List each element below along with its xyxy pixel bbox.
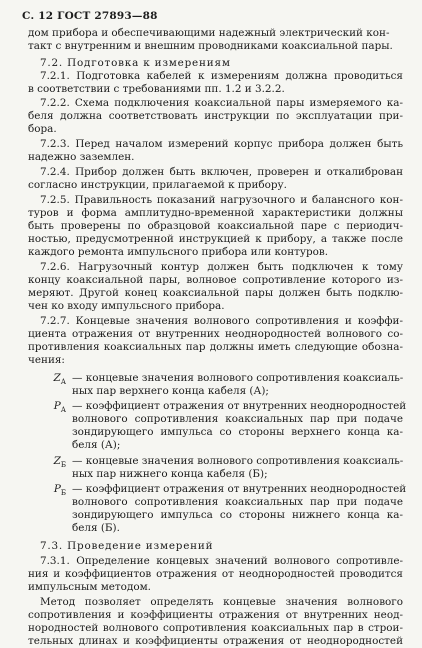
definition-line: зондирующего импульса со стороны нижнего конца ка-: [72, 509, 403, 521]
text-line: 7.2.1. Подготовка кабелей к измерениям должна проводиться: [40, 70, 403, 82]
definition-line: ных пар нижнего конца кабеля (Б);: [72, 468, 268, 480]
definition-line: беля (А);: [72, 439, 121, 451]
definition-line: — концевые значения волнового сопротивления коаксиаль-: [72, 455, 404, 467]
text-line: 7.2.2. Схема подключения коаксиальной пары измеряемого ка-: [40, 97, 403, 109]
text-line: такт с внутренним и внешним проводниками коаксиальной пары.: [28, 40, 393, 52]
definition-line: зондирующего импульса со стороны верхнего конца ка-: [72, 426, 403, 438]
section-heading: 7.3. Проведение измерений: [40, 540, 214, 552]
page-header: С. 12 ГОСТ 27893—88: [22, 10, 158, 22]
text-line: чения:: [28, 354, 65, 366]
section-heading: 7.2. Подготовка к измерениям: [40, 57, 231, 69]
text-line: в соответствии с требованиями пп. 1.2 и 3.2.2.: [28, 83, 285, 95]
text-line: нородностей волнового сопротивления коаксиальных пар в строи-: [28, 622, 403, 634]
text-line: 7.3.1. Определение концевых значений волнового сопротивле-: [40, 555, 403, 567]
text-line: 7.2.3. Перед началом измерений корпус прибора должен быть: [40, 138, 403, 150]
text-line: сопротивления и коэффициенты отражения от внутренних неод-: [28, 609, 403, 621]
symbol-p-b: $P_Б$: [53, 483, 66, 498]
text-line: дом прибора и обеспечивающими надежный электрический кон-: [28, 27, 390, 39]
definition-line: ных пар верхнего конца кабеля (А);: [72, 385, 269, 397]
text-line: туров и форма амплитудно-временной характеристики должны: [28, 207, 403, 219]
symbol-p-a: $P_А$: [53, 400, 66, 415]
text-line: меряют. Другой конец коаксиальной пары должен быть подклю-: [28, 287, 403, 299]
text-line: концу коаксиальной пары, волновое сопротивление которого из-: [28, 274, 403, 286]
text-line: 7.2.7. Концевые значения волнового сопротивления и коэффи-: [40, 315, 403, 327]
text-line: 7.2.4. Прибор должен быть включен, проверен и откалиброван: [40, 166, 403, 178]
text-line: ния и коэффициентов отражения от неоднородностей проводится: [28, 568, 403, 580]
text-line: ностью, предусмотренной инструкцией к прибору, а также после: [28, 233, 403, 245]
text-line: бора.: [28, 123, 57, 135]
text-line: импульсным методом.: [28, 581, 151, 593]
text-line: чен ко входу импульсного прибора.: [28, 300, 225, 312]
text-line: Метод позволяет определять концевые значения волнового: [40, 596, 403, 608]
definition-line: — концевые значения волнового сопротивления коаксиаль-: [72, 372, 404, 384]
text-line: тельных длинах и коэффициенты отражения от неоднородностей: [28, 635, 403, 647]
text-line: противления коаксиальных пар должны иметь следующие обозна-: [28, 341, 403, 353]
text-line: каждого ремонта импульсного прибора или контуров.: [28, 246, 329, 258]
text-line: 7.2.5. Правильность показаний нагрузочного и балансного кон-: [40, 194, 403, 206]
text-line: согласно инструкции, прилагаемой к прибору.: [28, 179, 287, 191]
symbol-z-b: $Z_Б$: [53, 455, 66, 470]
definition-line: волнового сопротивления коаксиальных пар при подаче: [72, 413, 403, 425]
text-line: беля должна соответствовать инструкции по эксплуатации при-: [28, 110, 403, 122]
text-line: надежно заземлен.: [28, 151, 135, 163]
text-line: быть проверены по образцовой коаксиальной паре с периодич-: [28, 220, 403, 232]
text-line: 7.2.6. Нагрузочный контур должен быть подключен к тому: [40, 261, 403, 273]
definition-line: — коэффициент отражения от внутренних неоднородностей: [72, 483, 407, 495]
definition-line: волнового сопротивления коаксиальных пар при подаче: [72, 496, 403, 508]
definition-line: беля (Б).: [72, 522, 120, 534]
text-line: циента отражения от внутренних неоднородностей волнового со-: [28, 328, 403, 340]
symbol-z-a: $Z_А$: [53, 372, 66, 387]
definition-line: — коэффициент отражения от внутренних неоднородностей: [72, 400, 407, 412]
